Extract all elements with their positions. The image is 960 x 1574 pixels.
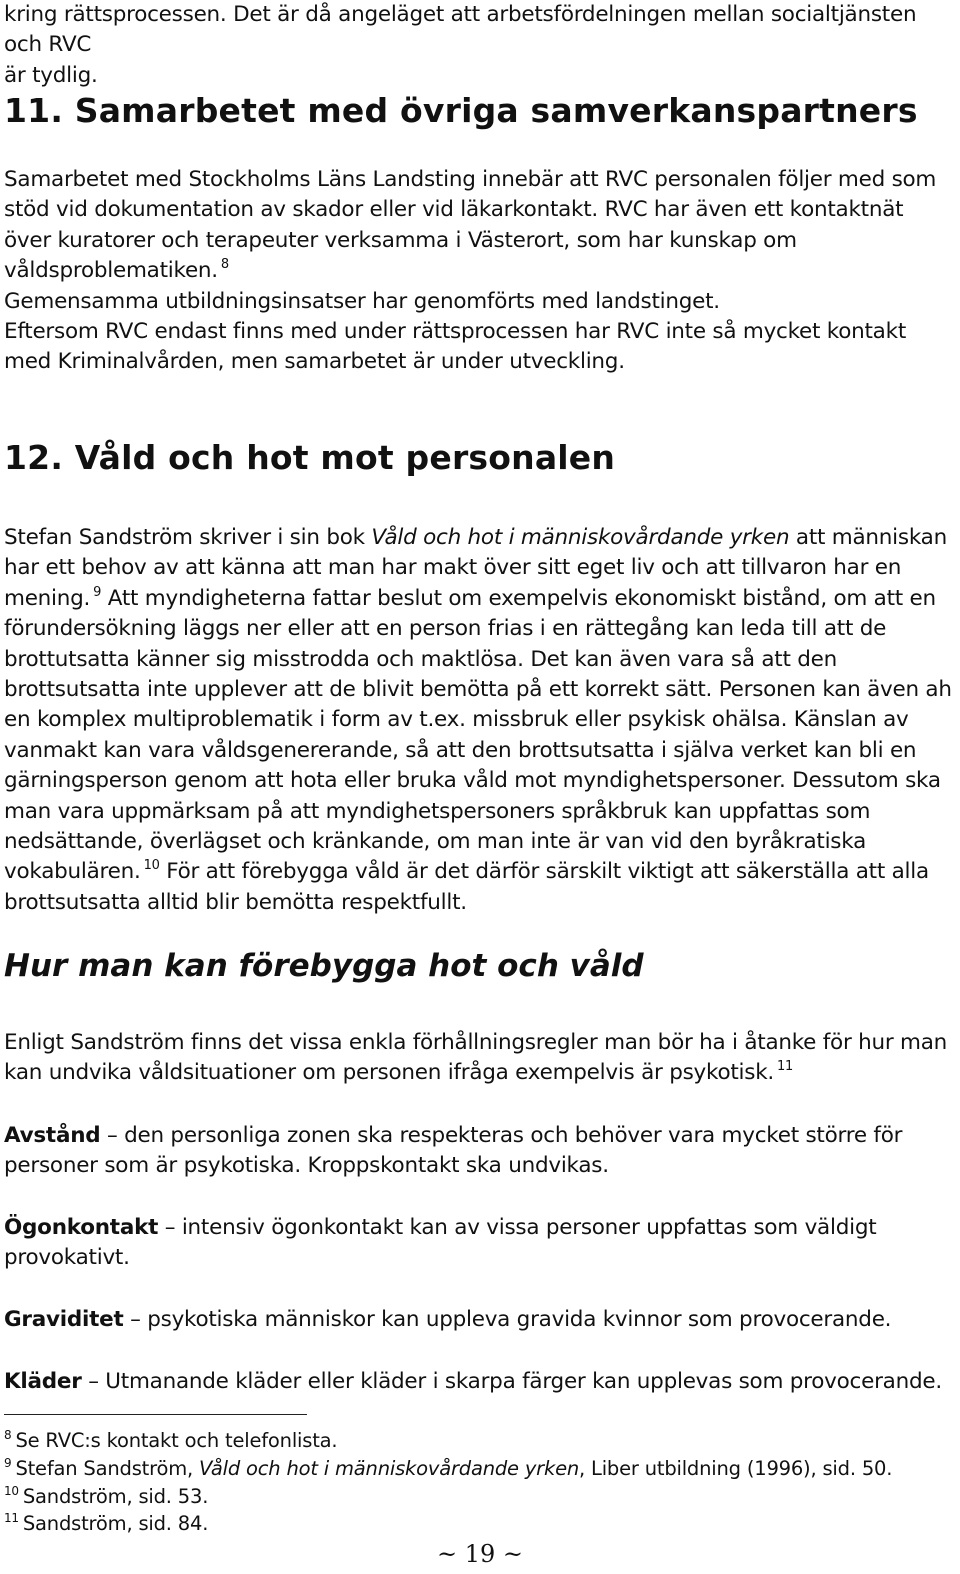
footnote-number: 10 — [4, 1484, 19, 1498]
footnote-text: Sandström, sid. 53. — [22, 1485, 209, 1508]
footnote-ref-8: 8 — [220, 257, 229, 273]
intro-line-2: är tydlig. — [4, 62, 98, 88]
section-11-p1-text: Samarbetet med Stockholms Läns Landsting innebär att RVC personalen följer med som stöd vid dokumentation av skador eller vid läkarkontakt. RVC har även ett kontaktnät över kuratorer och terapeuter verksamma i Västerort, som har kunskap om våldsproblematiken. — [4, 167, 937, 284]
rule-klader — [4, 1367, 956, 1397]
section-11-paragraph-1 — [4, 165, 956, 317]
rule-term: Avstånd — [4, 1123, 101, 1148]
footnote-ref-9: 9 — [93, 584, 102, 600]
footnote-number: 9 — [4, 1456, 12, 1470]
rule-text: – psykotiska människor kan uppleva gravida kvinnor som provocerande. — [123, 1307, 892, 1332]
section-12-text-d: För att förebygga våld är det därför särskilt viktigt att säkerställa att alla brottsutsatta alltid blir bemötta respektfullt. — [4, 859, 929, 915]
intro-paragraph — [4, 0, 956, 91]
footnote-ref-11: 11 — [777, 1059, 794, 1075]
book-title: Våld och hot i människovårdande yrken — [371, 525, 790, 550]
rule-text: – Utmanande kläder eller kläder i skarpa färger kan upplevas som provocerande. — [81, 1369, 942, 1394]
footnote-number: 11 — [4, 1511, 19, 1525]
footnote-text-a: Stefan Sandström, — [15, 1457, 200, 1480]
section-11-heading: 11. Samarbetet med övriga samverkanspartners — [4, 91, 918, 130]
rule-avstand — [4, 1121, 904, 1182]
rule-term: Ögonkontakt — [4, 1215, 159, 1240]
rule-text: – den personliga zonen ska respekteras och behöver vara mycket större för personer som är psykotiska. Kroppskontakt ska undvikas. — [4, 1123, 903, 1179]
footnote-ref-10: 10 — [143, 858, 160, 874]
section-11-p1-tail: Gemensamma utbildningsinsatser har genomförts med landstinget. — [4, 288, 720, 314]
footnote-8 — [4, 1428, 337, 1454]
footnote-text: Se RVC:s kontakt och telefonlista. — [15, 1429, 338, 1452]
rule-graviditet — [4, 1305, 956, 1335]
prevention-heading: Hur man kan förebygga hot och våld — [4, 948, 644, 984]
intro-line-1: kring rättsprocessen. Det är då angeläget att arbetsfördelningen mellan socialtjänsten och RVC — [4, 2, 917, 58]
rule-ogonkontakt — [4, 1213, 904, 1274]
rule-term: Kläder — [4, 1369, 82, 1394]
footnote-text: Sandström, sid. 84. — [22, 1512, 209, 1535]
footnote-11 — [4, 1511, 208, 1537]
page-number: ~ 19 ~ — [436, 1540, 523, 1568]
footnote-number: 8 — [4, 1428, 12, 1442]
footnote-divider — [4, 1414, 307, 1415]
footnote-9 — [4, 1456, 892, 1482]
section-12-heading: 12. Våld och hot mot personalen — [4, 438, 616, 477]
prevention-intro — [4, 1028, 956, 1089]
section-12-text-c: Att myndigheterna fattar beslut om exempelvis ekonomiskt bistånd, om att en förundersökning läggs ner eller att en person frias i en rättegång kan leda till att de brottutsatta känner sig misstrodda och maktlösa. Det kan även vara så att den brottsutsatta inte upplever att de blivit bemötta på ett korrekt sätt. Personen kan även ah en komplex multiproblematik i form av t.ex. missbruk eller psykisk ohälsa. Känslan av vanmakt kan vara våldsgenererande, så att den brottsutsatta i själva verket kan bli en gärningsperson genom att hota eller bruka våld mot myndighetspersoner. Dessutom ska man vara uppmärksam på att myndighetspersoners språkbruk kan uppfattas som nedsättande, överlägset och kränkande, om man inte är van vid den byråkratiska vokabulären. — [4, 585, 952, 885]
footnote-10 — [4, 1484, 208, 1510]
section-12-text-b: att människan har ett behov av att känna att man har makt över sitt eget liv och att tillvaron har en mening. — [4, 525, 947, 611]
section-12-paragraph — [4, 523, 956, 918]
prevention-intro-text: Enligt Sandström finns det vissa enkla förhållningsregler man bör ha i åtanke för hur man kan undvika våldsituationer om personen ifråga exempelvis är psykotisk. — [4, 1030, 948, 1086]
footnote-text-b: , Liber utbildning (1996), sid. 50. — [579, 1457, 893, 1480]
section-11-paragraph-2: Eftersom RVC endast finns med under rättsprocessen har RVC inte så mycket kontakt med Kriminalvården, men samarbetet är under utveckling. — [4, 319, 906, 375]
rule-term: Graviditet — [4, 1307, 124, 1332]
footnote-book-title: Våld och hot i människovårdande yrken — [199, 1457, 580, 1480]
section-12-text-a: Stefan Sandström skriver i sin bok — [4, 525, 372, 550]
rule-text: – intensiv ögonkontakt kan av vissa personer uppfattas som väldigt provokativt. — [4, 1215, 877, 1271]
